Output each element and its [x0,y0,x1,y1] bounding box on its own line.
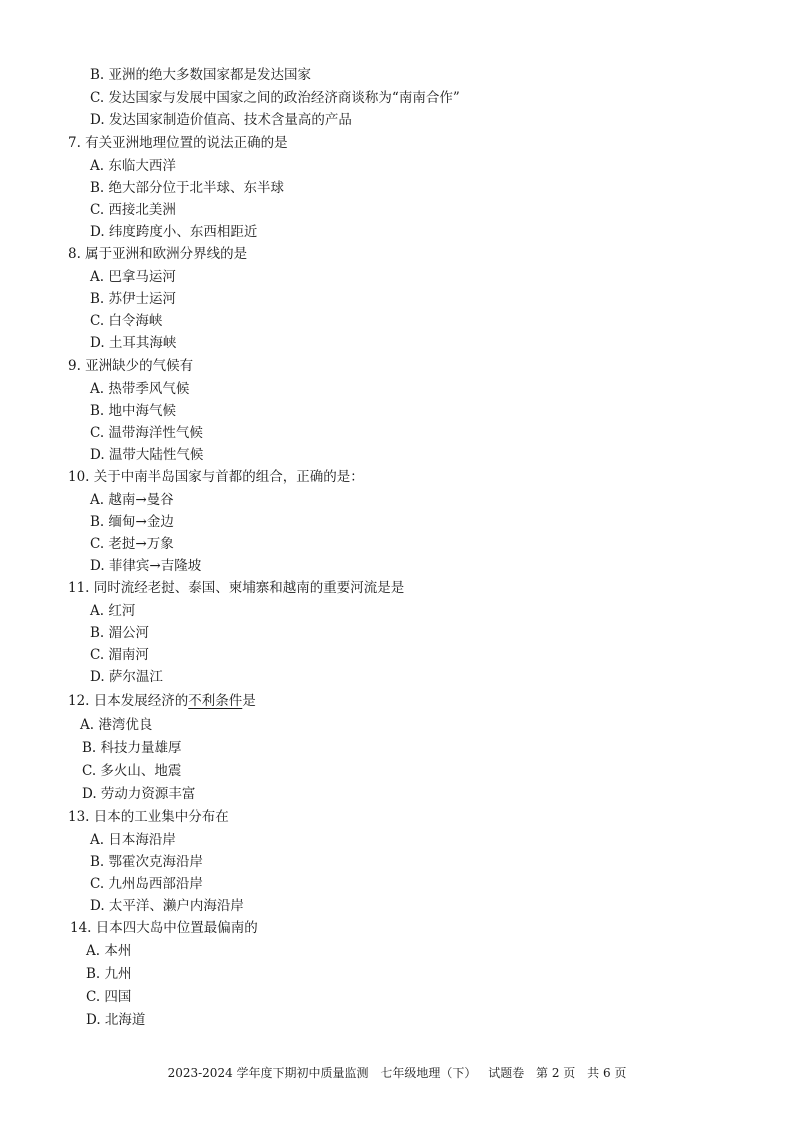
q6-option-c: C. 发达国家与发展中国家之间的政治经济商谈称为“南南合作” [90,90,460,106]
q10-option-a: A. 越南→曼谷 [90,492,174,508]
q10-option-b: B. 缅甸→金边 [90,514,174,530]
q9-option-c: C. 温带海洋性气候 [90,425,203,441]
footer-exam-name: 2023-2024 学年度下期初中质量监测 [167,1066,369,1080]
q14-stem: 14. 日本四大岛中位置最偏南的 [70,920,258,936]
q14-option-b: B. 九州 [86,966,132,982]
q8-stem: 8. 属于亚洲和欧洲分界线的是 [68,246,248,262]
q12-stem-post: 是 [242,693,256,709]
footer-total-pages: 共 6 页 [587,1066,627,1080]
q9-option-a: A. 热带季风气候 [90,381,190,397]
q13-stem: 13. 日本的工业集中分布在 [68,809,229,825]
q13-option-b: B. 鄂霍次克海沿岸 [90,854,204,870]
q7-option-b: B. 绝大部分位于北半球、东半球 [90,180,285,196]
q9-option-d: D. 温带大陆性气候 [90,447,204,463]
q8-option-d: D. 土耳其海峡 [90,335,177,351]
q14-option-d: D. 北海道 [86,1012,146,1028]
q13-option-a: A. 日本海沿岸 [90,832,176,848]
q12-stem [68,692,256,710]
q6-option-d: D. 发达国家制造价值高、技术含量高的产品 [90,112,352,128]
q8-option-a: A. 巴拿马运河 [90,269,176,285]
q12-option-c: C. 多火山、地震 [82,763,182,779]
q7-option-a: A. 东临大西洋 [90,158,176,174]
q11-option-d: D. 萨尔温江 [90,669,163,685]
q8-option-c: C. 白令海峡 [90,313,163,329]
q11-option-c: C. 湄南河 [90,647,149,663]
q6-option-b: B. 亚洲的绝大多数国家都是发达国家 [90,67,312,83]
q9-option-b: B. 地中海气候 [90,403,177,419]
page-footer [0,1065,794,1081]
q8-option-b: B. 苏伊士运河 [90,291,177,307]
q14-option-c: C. 四国 [86,989,132,1005]
q7-stem: 7. 有关亚洲地理位置的说法正确的是 [68,135,288,151]
q7-option-d: D. 纬度跨度小、东西相距近 [90,224,258,240]
q10-option-c: C. 老挝→万象 [90,536,174,552]
q13-option-d: D. 太平洋、濑户内海沿岸 [90,898,244,914]
q7-option-c: C. 西接北美洲 [90,202,176,218]
q12-stem-underlined: 不利条件 [188,693,243,709]
q12-stem-pre: 12. 日本发展经济的 [68,693,189,709]
q9-stem: 9. 亚洲缺少的气候有 [68,358,194,374]
q14-option-a: A. 本州 [86,943,132,959]
q10-option-d: D. 菲律宾→吉隆坡 [90,558,202,574]
q11-stem: 11. 同时流经老挝、泰国、柬埔寨和越南的重要河流是是 [68,580,405,596]
q13-option-c: C. 九州岛西部沿岸 [90,876,203,892]
q11-option-b: B. 湄公河 [90,625,150,641]
footer-subject: 七年级地理（下） [380,1066,477,1080]
q11-option-a: A. 红河 [90,603,136,619]
footer-paper-type: 试题卷 [488,1066,525,1080]
q12-option-b: B. 科技力量雄厚 [82,740,182,756]
q12-option-a: A. 港湾优良 [80,717,153,733]
q10-stem: 10. 关于中南半岛国家与首都的组合，正确的是： [68,469,364,485]
footer-page-number: 第 2 页 [536,1066,576,1080]
q12-option-d: D. 劳动力资源丰富 [82,786,196,802]
